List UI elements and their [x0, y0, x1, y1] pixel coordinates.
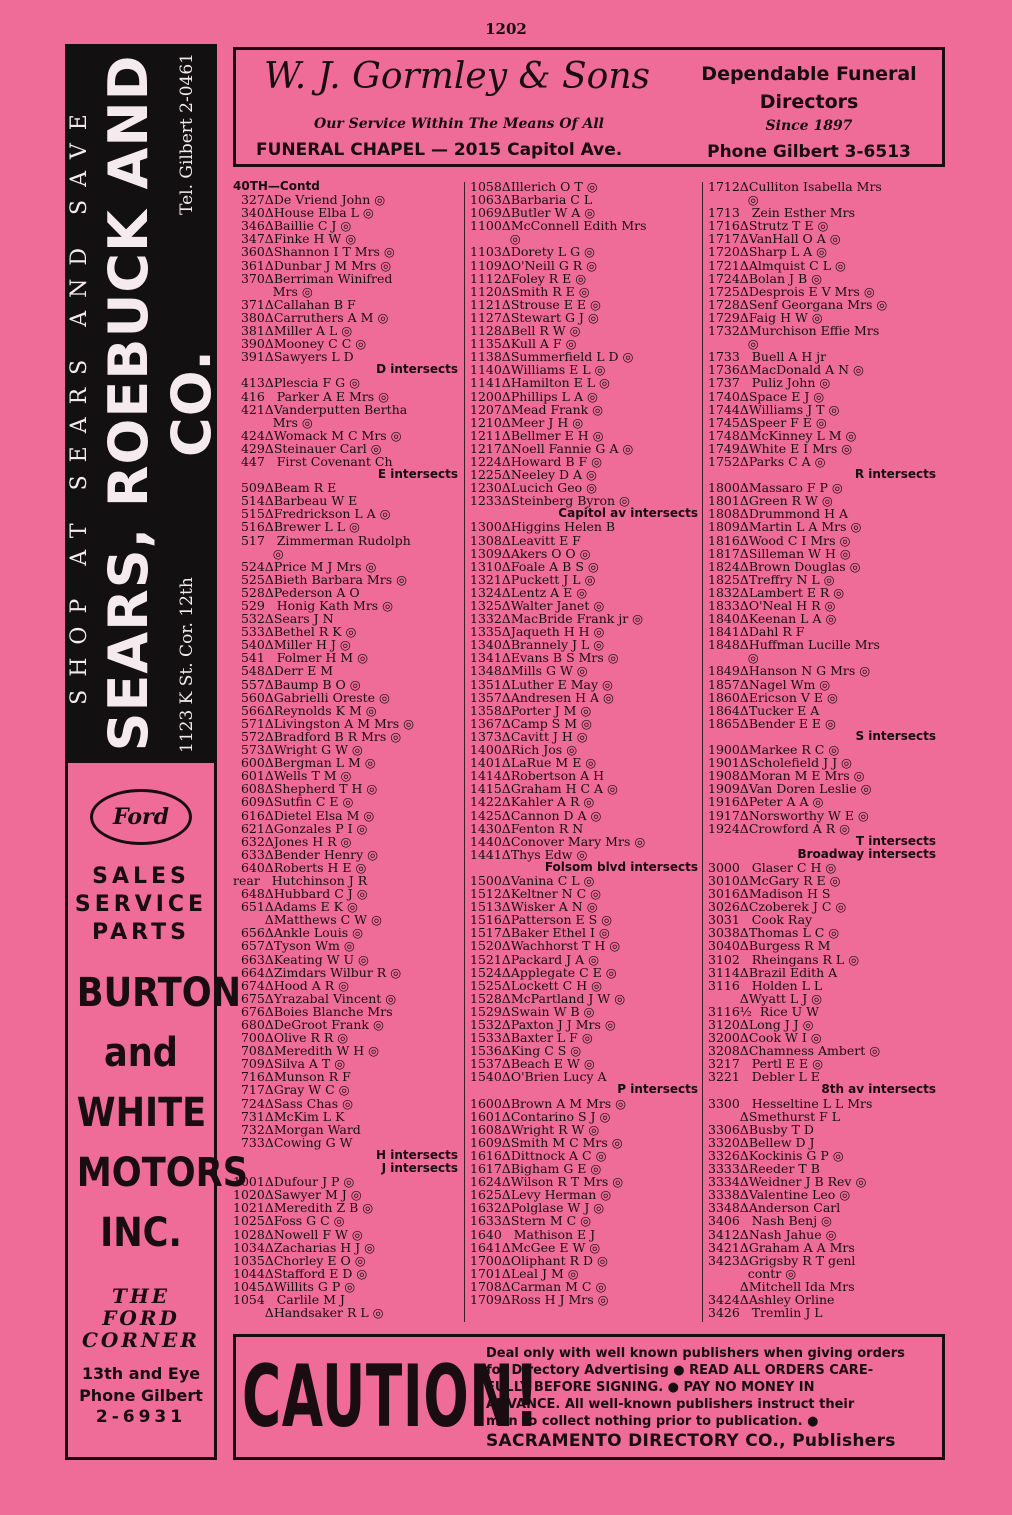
sears-slogan: SHOP AT SEARS AND SAVE	[67, 101, 92, 705]
listing-entry: 1633ΔStern M C ◎	[470, 1213, 592, 1229]
listing-entry: 632ΔJones H R ◎	[233, 833, 352, 849]
listing-entry: 1063ΔBarbaria C L	[470, 192, 593, 208]
listing-entry: 3406 Nash Benj ◎	[708, 1213, 832, 1229]
listing-entry: ◎	[708, 192, 759, 208]
listing-entry: 3102 Rheingans R L ◎	[708, 951, 860, 967]
caution-ad	[233, 1334, 945, 1460]
gormley-name: W. J. Gormley & Sons	[264, 56, 650, 97]
listing-entry: 1309ΔAkers O O ◎	[470, 545, 591, 561]
listing-entry: 1058ΔIllerich O T ◎	[470, 179, 598, 194]
listing-entry: 1210ΔMeer J H ◎	[470, 414, 584, 430]
listing-entry: 3031 Cook Ray	[708, 912, 813, 928]
page-number: 1202	[485, 20, 527, 38]
listing-entry: 1808ΔDrummond H A	[708, 506, 849, 522]
listing-entry: ◎	[708, 650, 759, 666]
listing-entry: 1103ΔDorety L G ◎	[470, 244, 595, 260]
listing-entry: 1916ΔPeter A A ◎	[708, 794, 824, 810]
listing-entry: 3217 Pertl E E ◎	[708, 1056, 824, 1072]
listing-entry: 1740ΔSpace E J ◎	[708, 388, 825, 404]
listing-entry: 3116½ Rice U W	[708, 1003, 820, 1019]
intersection-header: D intersects	[376, 362, 458, 377]
listing-entry: 517 Zimmerman Rudolph	[233, 532, 411, 548]
listing-entry: 3000 Glaser C H ◎	[708, 859, 837, 875]
gormley-chapel: FUNERAL CHAPEL — 2015 Capitol Ave.	[256, 140, 623, 160]
listing-entry: 3208ΔChamness Ambert ◎	[708, 1043, 881, 1059]
listing-entry: 1708ΔCarman M C ◎	[470, 1278, 607, 1294]
listing-entry: 1348ΔMills G W ◎	[470, 663, 588, 679]
listing-entry: 1752ΔParks C A ◎	[708, 453, 826, 469]
listing-entry: 1373ΔCavitt J H ◎	[470, 728, 588, 744]
gormley-motto: Our Service Within The Means Of All	[314, 116, 604, 132]
listing-entry: 1069ΔButler W A ◎	[470, 205, 596, 221]
intersection-header: S intersects	[855, 728, 936, 743]
burton-phone: 2-6931	[95, 1407, 187, 1427]
listing-entry: 1500ΔVanina C L ◎	[470, 872, 595, 888]
listing-entry: 1745ΔSpeer F E ◎	[708, 414, 827, 430]
listing-entry: 731ΔMcKim L K	[233, 1108, 345, 1124]
listing-entry: 1035ΔChorley E O ◎	[233, 1252, 366, 1268]
intersection-header: P intersects	[617, 1082, 698, 1097]
listing-entry: 1524ΔApplegate C E ◎	[470, 964, 617, 980]
listing-entry: 1128ΔBell R W ◎	[470, 323, 581, 339]
listing-entry: 3040ΔBurgess R M	[708, 938, 831, 954]
listing-entry: 1864ΔTucker E A	[708, 702, 820, 718]
listing-entry: 532ΔSears J N	[233, 611, 334, 627]
listing-entry: 656ΔAnkle Louis ◎	[233, 925, 364, 941]
listing-entry: 1528ΔMcPartland J W ◎	[470, 990, 626, 1006]
listing-entry: 1537ΔBeach E W ◎	[470, 1056, 595, 1072]
listing-entry: 700ΔOlive R R ◎	[233, 1030, 349, 1046]
listing-entry: 1533ΔBaxter L F ◎	[470, 1030, 593, 1046]
listing-entry: 1529ΔSwain W B ◎	[470, 1003, 595, 1019]
gormley-phone: Phone Gilbert 3-6513	[707, 142, 911, 162]
listing-entry: 1721ΔAlmquist C L ◎	[708, 257, 846, 273]
listing-entry: 3412ΔNash Jahue ◎	[708, 1226, 837, 1242]
listing-entry: 572ΔBradford B R Mrs ◎	[233, 728, 402, 744]
listing-entry: 1848ΔHuffman Lucille Mrs	[708, 637, 880, 653]
listing-entry: 1540ΔO'Brien Lucy A	[470, 1069, 607, 1085]
listing-entry: 1824ΔBrown Douglas ◎	[708, 558, 861, 574]
listing-entry: contr ◎	[708, 1265, 797, 1281]
listing-entry: 724ΔSass Chas ◎	[233, 1095, 354, 1111]
listing-entry: 1857ΔNagel Wm ◎	[708, 676, 831, 692]
listing-entry: 370ΔBerriman Winifred	[233, 270, 393, 286]
listing-entry: 3114ΔBrazil Edith A	[708, 964, 838, 980]
listing-entry: 1716ΔStrutz T E ◎	[708, 218, 829, 234]
listing-entry: 1520ΔWachhorst T H ◎	[470, 938, 621, 954]
listing-entry: 1832ΔLambert E R ◎	[708, 584, 845, 600]
listing-entry: 1225ΔNeeley D A ◎	[470, 467, 597, 483]
listing-entry: 1700ΔOliphant R D ◎	[470, 1252, 608, 1268]
listing-entry: 1020ΔSawyer M J ◎	[233, 1187, 362, 1203]
listing-entry: 413ΔPlescia F G ◎	[233, 375, 360, 391]
listing-entry: 1045ΔWillits G P ◎	[233, 1278, 356, 1294]
listing-entry: 416 Parker A E Mrs ◎	[233, 388, 390, 404]
intersection-header: Broadway intersects	[797, 846, 936, 861]
listing-entry: 1901ΔScholefield J J ◎	[708, 755, 852, 771]
listing-entry: 1624ΔWilson R T Mrs ◎	[470, 1174, 624, 1190]
intersection-header: 8th av intersects	[821, 1082, 936, 1097]
listing-entry: 600ΔBergman L M ◎	[233, 755, 376, 771]
listing-entry: 340ΔHouse Elba L ◎	[233, 205, 374, 221]
listing-entry: 708ΔMeredith W H ◎	[233, 1043, 380, 1059]
listing-entry: 1749ΔWhite E I Mrs ◎	[708, 440, 853, 456]
listing-entry: 390ΔMooney C C ◎	[233, 336, 367, 352]
listing-entry: 732ΔMorgan Ward	[233, 1121, 361, 1137]
listing-entry: 1308ΔLeavitt E F	[470, 532, 581, 548]
intersection-header: Folsom blvd intersects	[544, 859, 698, 874]
listing-entry: 3320ΔBellew D J	[708, 1134, 815, 1150]
listing-entry: 566ΔReynolds K M ◎	[233, 702, 377, 718]
listing-entry: 381ΔMiller A L ◎	[233, 323, 353, 339]
listing-entry: 717ΔGray W C ◎	[233, 1082, 350, 1098]
listing-entry: Mrs ◎	[233, 414, 313, 430]
listing-entry: 3221 Debler L E	[708, 1069, 820, 1085]
listing-entry: 1034ΔZacharias H J ◎	[233, 1239, 376, 1255]
listing-entry: 733ΔCowing G W	[233, 1134, 353, 1150]
listing-entry: 541 Folmer H M ◎	[233, 650, 368, 666]
listing-entry: 548ΔDerr E M	[233, 663, 334, 679]
listing-entry: 1641ΔMcGee E W ◎	[470, 1239, 601, 1255]
listing-entry: 1112ΔFoley R E ◎	[470, 270, 587, 286]
listing-entry: 524ΔPrice M J Mrs ◎	[233, 558, 377, 574]
listing-entry: 1712ΔCulliton Isabella Mrs	[708, 179, 882, 194]
listing-entry: 1358ΔPorter J M ◎	[470, 702, 592, 718]
listing-entry: 1841ΔDahl R F	[708, 624, 805, 640]
caution-headline: CAUTION!	[242, 1347, 540, 1447]
listing-entry: 1817ΔSilleman W H ◎	[708, 545, 851, 561]
listing-entry: 1430ΔFenton R N	[470, 820, 584, 836]
listing-entry: 675ΔYrazabal Vincent ◎	[233, 990, 397, 1006]
listing-entry: 608ΔShepherd T H ◎	[233, 781, 378, 797]
listing-entry: 1728ΔSenf Georgana Mrs ◎	[708, 296, 888, 312]
listing-entry: 1200ΔPhillips L A ◎	[470, 388, 598, 404]
listing-entry: 1025ΔFoss G C ◎	[233, 1213, 345, 1229]
listing-entry: 1713 Zein Esther Mrs	[708, 205, 855, 221]
listing-entry: 663ΔKeating W U ◎	[233, 951, 369, 967]
listing-entry: 3016ΔMadison H S	[708, 886, 831, 902]
gormley-since: Since 1897	[765, 118, 853, 134]
listing-entry: 1616ΔDittnock A C ◎	[470, 1147, 607, 1163]
listing-entry: 1900ΔMarkee R C ◎	[708, 742, 840, 758]
listing-entry: 540ΔMiller H J ◎	[233, 637, 351, 653]
listing-entry: 1729ΔFaig H W ◎	[708, 309, 823, 325]
listing-entry: rear Hutchinson J R	[233, 872, 368, 888]
listing-entry: 1321ΔPuckett J L ◎	[470, 571, 596, 587]
listing-entry: 3326ΔKockinis G P ◎	[708, 1147, 844, 1163]
listing-entry: 1120ΔSmith R E ◎	[470, 283, 590, 299]
listing-entry: 1816ΔWood C I Mrs ◎	[708, 532, 851, 548]
listing-entry: 1800ΔMassaro F P ◎	[708, 480, 843, 496]
listing-entry: 651ΔAdams E K ◎	[233, 899, 358, 915]
listing-entry: 525ΔBieth Barbara Mrs ◎	[233, 571, 407, 587]
gormley-ad	[233, 47, 945, 167]
publisher-name: SACRAMENTO DIRECTORY CO., Publishers	[486, 1431, 896, 1451]
listing-entry: 1325ΔWalter Janet ◎	[470, 598, 605, 613]
listing-entry: 1860ΔEricson V E ◎	[708, 689, 838, 705]
listing-entry: 3333ΔReeder T B	[708, 1161, 820, 1177]
listing-entry: 1217ΔNoell Fannie G A ◎	[470, 440, 634, 456]
ford-corner-tagline: THE FORD CORNER	[81, 1284, 201, 1352]
listing-entry: 3038ΔThomas L C ◎	[708, 925, 840, 941]
listing-entry: 533ΔBethel R K ◎	[233, 624, 357, 640]
ford-logo: Ford	[90, 789, 192, 845]
listing-entry: 1001ΔDufour J P ◎	[233, 1174, 355, 1190]
listing-entry: 680ΔDeGroot Frank ◎	[233, 1017, 384, 1032]
listing-entry: 1840ΔKeenan L A ◎	[708, 611, 837, 627]
listing-entry: 1300ΔHiggins Helen B	[470, 519, 616, 535]
listing-entry: 1335ΔJaqueth H H ◎	[470, 624, 605, 640]
listing-entry: 1127ΔStewart G J ◎	[470, 309, 599, 325]
listing-entry: 361ΔDunbar J M Mrs ◎	[233, 257, 392, 273]
listing-entry: 1207ΔMead Frank ◎	[470, 401, 604, 417]
listing-entry: 1414ΔRobertson A H	[470, 768, 605, 784]
burton-address: 13th and Eye Phone Gilbert	[79, 1364, 203, 1405]
listing-entry: 1609ΔSmith M C Mrs ◎	[470, 1134, 623, 1150]
intersection-header: T intersects	[855, 833, 936, 848]
listing-entry: 3348ΔAnderson Carl	[708, 1200, 841, 1216]
listing-entry: 1809ΔMartin L A Mrs ◎	[708, 519, 862, 535]
listing-entry: 1833ΔO'Neal H R ◎	[708, 598, 836, 613]
listing-entry: 3306ΔBusby T D	[708, 1121, 814, 1137]
listing-entry: 1211ΔBellmer E H ◎	[470, 427, 604, 443]
listing-entry: 1709ΔRoss H J Mrs ◎	[470, 1291, 609, 1307]
burton-ad	[65, 760, 249, 1460]
listing-entry: 1425ΔCannon D A ◎	[470, 807, 602, 823]
listing-entry: ΔWyatt L J ◎	[708, 990, 823, 1006]
listing-entry: 1100ΔMcConnell Edith Mrs	[470, 218, 647, 234]
sears-name: SEARS, ROEBUCK AND CO.	[97, 54, 223, 752]
directory-column-1	[233, 180, 458, 1319]
listing-entry: 1044ΔStafford E D ◎	[233, 1265, 368, 1281]
listing-entry: 609ΔSutfin C E ◎	[233, 794, 354, 810]
listing-entry: 1138ΔSummerfield L D ◎	[470, 349, 634, 365]
listing-entry: 1233ΔSteinberg Byron ◎	[470, 493, 630, 509]
listing-entry: 1724ΔBolan J B ◎	[708, 270, 823, 286]
listing-entry: 709ΔSilva A T ◎	[233, 1056, 346, 1072]
listing-entry: ◎	[470, 231, 521, 247]
listing-entry: 3338ΔValentine Leo ◎	[708, 1187, 851, 1203]
listing-entry: 347ΔFinke H W ◎	[233, 231, 357, 247]
listing-entry: 1054 Carlile M J	[233, 1291, 345, 1307]
listing-entry: 3426 Tremlin J L	[708, 1305, 823, 1321]
listing-entry: 424ΔWomack M C Mrs ◎	[233, 427, 402, 443]
listing-entry: 1532ΔPaxton J J Mrs ◎	[470, 1017, 616, 1032]
sears-phone: Tel. Gilbert 2-0461	[177, 53, 197, 215]
listing-entry: 1737 Puliz John ◎	[708, 375, 831, 391]
listing-entry: 571ΔLivingston A M Mrs ◎	[233, 715, 415, 731]
listing-entry: 1367ΔCamp S M ◎	[470, 715, 592, 731]
listing-entry: 3423ΔGrigsby R T genl	[708, 1252, 856, 1268]
burton-name: BURTON and WHITE MOTORS INC.	[76, 970, 249, 1256]
listing-entry: 1310ΔFoale A B S ◎	[470, 558, 599, 574]
listing-entry: 327ΔDe Vriend John ◎	[233, 192, 386, 208]
listing-entry: Mrs ◎	[233, 283, 313, 299]
listing-entry: 1422ΔKahler A R ◎	[470, 794, 595, 810]
listing-entry: 1441ΔThys Edw ◎	[470, 846, 588, 862]
listing-entry: 601ΔWells T M ◎	[233, 768, 352, 784]
listing-entry: 1351ΔLuther E May ◎	[470, 676, 613, 692]
listing-entry: 1230ΔLucich Geo ◎	[470, 480, 598, 496]
listing-entry: 1121ΔStrouse E E ◎	[470, 296, 601, 312]
listing-entry: 380ΔCarruthers A M ◎	[233, 309, 389, 325]
listing-entry: 1140ΔWilliams E L ◎	[470, 362, 606, 378]
listing-entry: 1632ΔPolglase W J ◎	[470, 1200, 605, 1216]
listing-entry: 1617ΔBigham G E ◎	[470, 1161, 602, 1177]
listing-entry: ΔMitchell Ida Mrs	[708, 1278, 855, 1294]
listing-entry: 3334ΔWeidner J B Rev ◎	[708, 1174, 867, 1190]
listing-entry: 1625ΔLevy Herman ◎	[470, 1187, 612, 1203]
listing-entry: 528ΔPederson A O	[233, 584, 360, 600]
listing-entry: 3026ΔCzoberek J C ◎	[708, 899, 847, 915]
listing-entry: 1341ΔEvans B S Mrs ◎	[470, 650, 619, 666]
listing-entry: 1415ΔGraham H C A ◎	[470, 781, 618, 797]
intersection-header: R intersects	[854, 467, 936, 482]
listing-entry: 1733 Buell A H jr	[708, 349, 827, 365]
intersection-header: J intersects	[381, 1161, 458, 1176]
listing-entry: 429ΔSteinauer Carl ◎	[233, 440, 382, 456]
listing-entry: 1400ΔRich Jos ◎	[470, 742, 578, 758]
listing-entry: ◎	[233, 545, 284, 561]
listing-entry: 509ΔBeam R E	[233, 480, 337, 496]
listing-entry: 621ΔGonzales P I ◎	[233, 820, 368, 836]
listing-entry: ΔMatthews C W ◎	[233, 912, 382, 928]
listing-entry: 1924ΔCrowford A R ◎	[708, 820, 850, 836]
gormley-dependable: Dependable Funeral	[701, 63, 917, 85]
listing-entry: 346ΔBaillie C J ◎	[233, 218, 352, 234]
listing-entry: 1513ΔWisker A N ◎	[470, 899, 598, 915]
listing-entry: 1021ΔMeredith Z B ◎	[233, 1200, 374, 1216]
listing-entry: 557ΔBaump B O ◎	[233, 676, 361, 692]
listing-entry: 1600ΔBrown A M Mrs ◎	[470, 1095, 627, 1111]
listing-entry: ΔSmethurst F L	[708, 1108, 841, 1124]
listing-entry: 1340ΔBrannely J L ◎	[470, 637, 605, 653]
listing-entry: 676ΔBoies Blanche Mrs	[233, 1003, 393, 1019]
listing-entry: 516ΔBrewer L L ◎	[233, 519, 360, 535]
listing-entry: 1744ΔWilliams J T ◎	[708, 401, 840, 417]
sales-services: SALES SERVICE PARTS	[74, 864, 208, 945]
listing-entry: 3116 Holden L L	[708, 977, 823, 993]
sears-ad	[65, 44, 223, 762]
listing-entry: 391ΔSawyers L D	[233, 349, 354, 365]
listing-entry: 1357ΔAndresen H A ◎	[470, 689, 614, 705]
listing-entry: 1028ΔNowell F W ◎	[233, 1226, 363, 1242]
listing-entry: 3200ΔCook W I ◎	[708, 1030, 822, 1046]
listing-entry: 560ΔGabrielli Oreste ◎	[233, 689, 390, 705]
listing-entry: 1224ΔHoward B F ◎	[470, 453, 603, 469]
listing-entry: 3424ΔAshley Orline	[708, 1291, 835, 1307]
listing-entry: 674ΔHood A R ◎	[233, 977, 350, 993]
listing-entry: 1332ΔMacBride Frank jr ◎	[470, 611, 644, 627]
listing-entry: 1324ΔLentz A E ◎	[470, 584, 588, 600]
listing-entry: 573ΔWright G W ◎	[233, 742, 363, 758]
listing-entry: 1725ΔDesprois E V Mrs ◎	[708, 283, 875, 299]
listing-entry: 1512ΔKeltner N C ◎	[470, 886, 602, 902]
listing-entry: 1865ΔBender E E ◎	[708, 715, 836, 731]
column-divider	[464, 182, 465, 1322]
listing-entry: ◎	[708, 336, 759, 352]
directory-column-2	[470, 180, 698, 1306]
listing-entry: 3120ΔLong J J ◎	[708, 1017, 814, 1032]
listing-entry: 371ΔCallahan B F	[233, 296, 356, 312]
sears-address: 1123 K St. Cor. 12th	[177, 577, 197, 753]
listing-entry: 515ΔFredrickson L A ◎	[233, 506, 391, 522]
listing-entry: ΔHandsaker R L ◎	[233, 1305, 384, 1321]
listing-entry: 640ΔRoberts H E ◎	[233, 859, 367, 875]
listing-entry: 1748ΔMcKinney L M ◎	[708, 427, 857, 443]
listing-entry: 1521ΔPackard J A ◎	[470, 951, 600, 967]
intersection-header: Capitol av intersects	[558, 506, 698, 521]
listing-entry: 648ΔHubbard C J ◎	[233, 886, 368, 902]
listing-entry: 529 Honig Kath Mrs ◎	[233, 598, 394, 613]
listing-entry: 1516ΔPatterson E S ◎	[470, 912, 613, 928]
listing-entry: 1801ΔGreen R W ◎	[708, 493, 833, 509]
listing-entry: 1440ΔConover Mary Mrs ◎	[470, 833, 646, 849]
listing-entry: 657ΔTyson Wm ◎	[233, 938, 355, 954]
intersection-header: E intersects	[377, 467, 458, 482]
listing-entry: 1717ΔVanHall O A ◎	[708, 231, 841, 247]
listing-entry: 3300 Hesseltine L L Mrs	[708, 1095, 873, 1111]
listing-entry: 1909ΔVan Doren Leslie ◎	[708, 781, 872, 797]
intersection-header: H intersects	[376, 1147, 458, 1162]
listing-entry: 447 First Covenant Ch	[233, 453, 393, 469]
listing-entry: 1141ΔHamilton E L ◎	[470, 375, 610, 391]
listing-entry: 1401ΔLaRue M E ◎	[470, 755, 597, 771]
listing-entry: 1640 Mathison E J	[470, 1226, 596, 1242]
listing-entry: 1917ΔNorsworthy W E ◎	[708, 807, 869, 823]
listing-entry: 1601ΔContarino S J ◎	[470, 1108, 611, 1124]
listing-entry: 633ΔBender Henry ◎	[233, 846, 379, 862]
listing-entry: 1908ΔMoran M E Mrs ◎	[708, 768, 865, 784]
listing-entry: 1536ΔKing C S ◎	[470, 1043, 582, 1059]
listing-entry: 716ΔMunson R F	[233, 1069, 351, 1085]
listing-entry: 1525ΔLockett C H ◎	[470, 977, 602, 993]
listing-entry: 1732ΔMurchison Effie Mrs	[708, 323, 880, 339]
listing-entry: 1701ΔLeal J M ◎	[470, 1265, 579, 1281]
listing-entry: 1517ΔBaker Ethel I ◎	[470, 925, 610, 941]
listing-entry: 616ΔDietel Elsa M ◎	[233, 807, 375, 823]
listing-entry: 1849ΔHanson N G Mrs ◎	[708, 663, 871, 679]
directory-column-3	[708, 180, 936, 1319]
listing-entry: 1608ΔWright R W ◎	[470, 1121, 600, 1137]
listing-entry: 1825ΔTreffry N L ◎	[708, 571, 835, 587]
listing-entry: 360ΔShannon I T Mrs ◎	[233, 244, 395, 260]
street-heading: 40TH—Contd	[233, 179, 320, 193]
listing-entry: 1720ΔSharp L A ◎	[708, 244, 828, 260]
listing-entry: 664ΔZimdars Wilbur R ◎	[233, 964, 402, 980]
listing-entry: 1135ΔKull A F ◎	[470, 336, 577, 352]
gormley-directors: Directors	[759, 91, 859, 113]
listing-entry: 3010ΔMcGary R E ◎	[708, 872, 841, 888]
caution-text: Deal only with well known publishers when giving orders for Directory Advertising ● READ ALL ORDERS CARE- FULLY BEFORE SIGNING. ● PAY NO MONEY IN ADVANCE. All well-known publishers instruct their men to collect nothing prior to publication. ●	[486, 1346, 905, 1429]
listing-entry: 1109ΔO'Neill G R ◎	[470, 257, 598, 273]
listing-entry: 1736ΔMacDonald A N ◎	[708, 362, 864, 378]
listing-entry: 3421ΔGraham A A Mrs	[708, 1239, 855, 1255]
listing-entry: 514ΔBarbeau W E	[233, 493, 358, 509]
listing-entry: 421ΔVanderputten Bertha	[233, 401, 408, 417]
column-divider	[702, 182, 703, 1322]
